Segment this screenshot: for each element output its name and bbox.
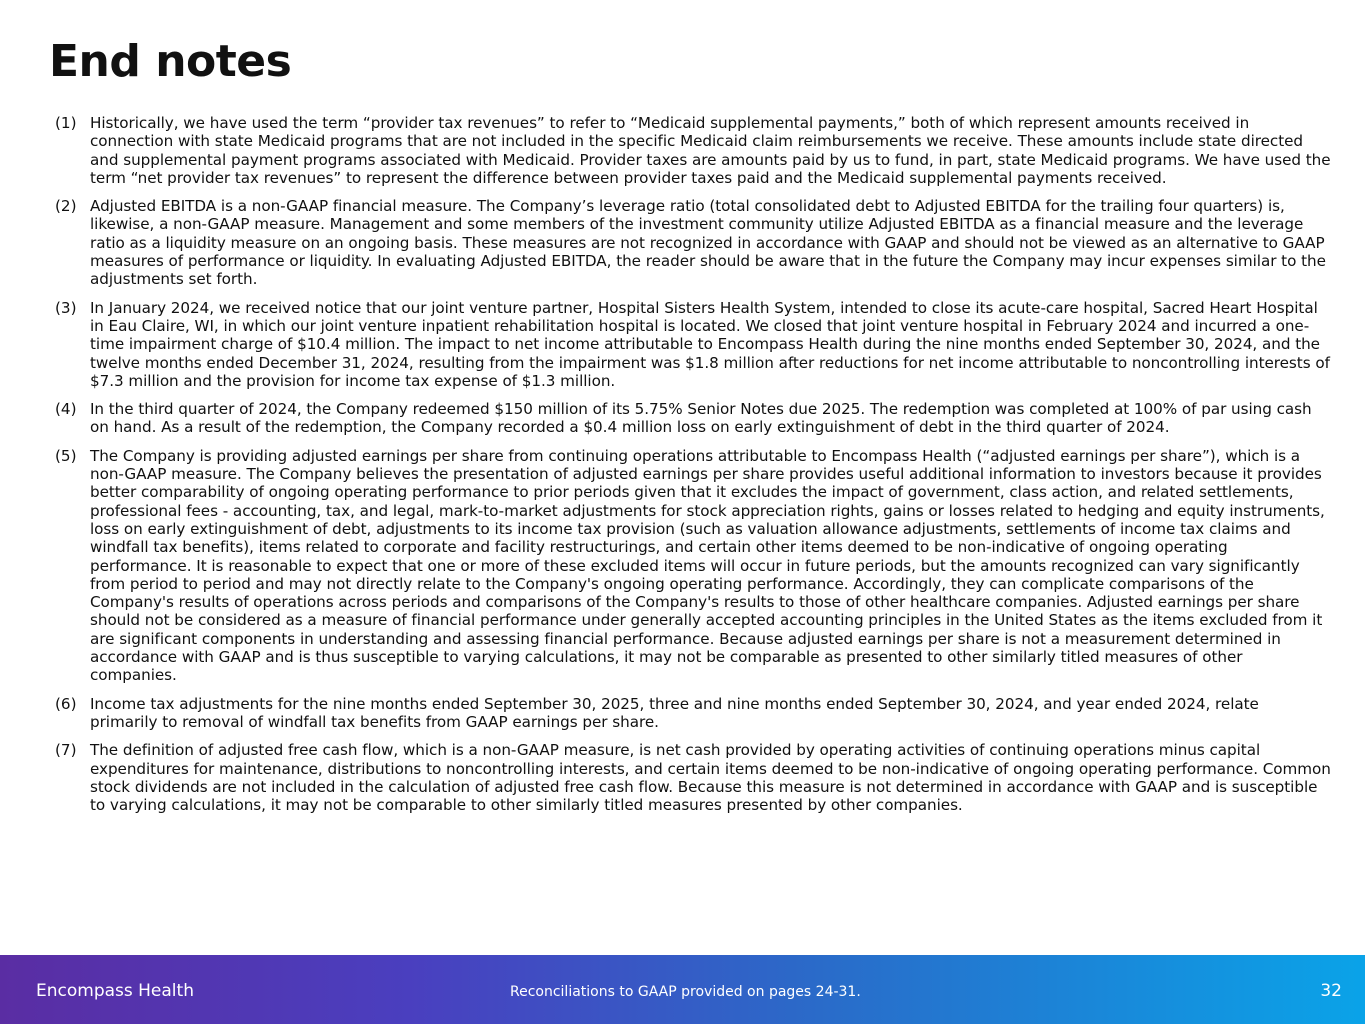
end-note-5 [55,447,1331,685]
end-note-2 [55,197,1331,288]
note-text: The Company is providing adjusted earnings per share from continuing operations attributable to Encompass Health (“adjusted earnings per share”), which is a non-GAAP measure. The Company believes the presentation of adjusted earnings per share provides useful additional information to investors because it provides better comparability of ongoing operating performance to prior periods given that it excludes the impact of government, class action, and related settlements, professional fees - accounting, tax, and legal, mark-to-market adjustments for stock appreciation rights, gains or losses related to hedging and equity instruments, loss on early extinguishment of debt, adjustments to its income tax provision (such as valuation allowance adjustments, settlements of income tax claims and windfall tax benefits), items related to corporate and facility restructurings, and certain other items deemed to be non-indicative of ongoing operating performance. It is reasonable to expect that one or more of these excluded items will occur in future periods, but the amounts recognized can vary significantly from period to period and may not directly relate to the Company's ongoing operating performance. Accordingly, they can complicate comparisons of the Company's results of operations across periods and comparisons of the Company's results to those of other healthcare companies. Adjusted earnings per share should not be considered as a measure of financial performance under generally accepted accounting principles in the United States as the items excluded from it are significant components in understanding and assessing financial performance. Because adjusted earnings per share is not a measurement determined in accordance with GAAP and is thus susceptible to varying calculations, it may not be comparable as presented to other similarly titled measures of other companies. [90,446,1325,685]
note-text: In the third quarter of 2024, the Company redeemed $150 million of its 5.75% Senior Notes due 2025. The redemption was completed at 100% of par using cash on hand. As a result of the redemption, the Company recorded a $0.4 million loss on early extinguishment of debt in the third quarter of 2024. [90,400,1312,437]
footer-bar [0,955,1365,1024]
note-text: In January 2024, we received notice that our joint venture partner, Hospital Sisters Health System, intended to close its acute-care hospital, Sacred Heart Hospital in Eau Claire, WI, in which our joint venture inpatient rehabilitation hospital is located. We closed that joint venture hospital in February 2024 and incurred a one-time impairment charge of $10.4 million. The impact to net income attributable to Encompass Health during the nine months ended September 30, 2024, and the twelve months ended December 31, 2024, resulting from the impairment was $1.8 million after reductions for net income attributable to noncontrolling interests of $7.3 million and the provision for income tax expense of $1.3 million. [90,298,1330,390]
end-note-6 [55,695,1331,732]
end-note-3 [55,299,1331,390]
page-title: End notes [49,36,292,87]
footer-reconciliation-note: Reconciliations to GAAP provided on pages 24-31. [510,984,861,1000]
note-number: (2) [55,197,77,216]
end-note-4 [55,400,1331,437]
page-number: 32 [1320,981,1342,1001]
note-text: Income tax adjustments for the nine months ended September 30, 2025, three and nine months ended September 30, 2024, and year ended 2024, relate primarily to removal of windfall tax benefits from GAAP earnings per share. [90,694,1259,731]
end-note-7 [55,741,1331,814]
end-note-1 [55,114,1331,187]
note-number: (1) [55,114,77,132]
note-number: (3) [55,298,77,317]
note-text: The definition of adjusted free cash flow, which is a non-GAAP measure, is net cash provided by operating activities of continuing operations minus capital expenditures for maintenance, distributions to noncontrolling interests, and certain items deemed to be non-indicative of ongoing operating performance. Common stock dividends are not included in the calculation of adjusted free cash flow. Because this measure is not determined in accordance with GAAP and is susceptible to varying calculations, it may not be comparable to other similarly titled measures presented by other companies. [90,741,1331,815]
note-number: (5) [55,446,77,465]
note-number: (4) [55,400,77,419]
footer-brand: Encompass Health [36,981,194,1001]
end-notes-list [55,114,1331,824]
note-number: (6) [55,694,77,713]
note-number: (7) [55,741,77,760]
note-text: Historically, we have used the term “provider tax revenues” to refer to “Medicaid supplemental payments,” both of which represent amounts received in connection with state Medicaid programs that are not included in the specific Medicaid claim reimbursements we receive. These amounts include state directed and supplemental payment programs associated with Medicaid. Provider taxes are amounts paid by us to fund, in part, state Medicaid programs. We have used the term “net provider tax revenues” to represent the difference between provider taxes paid and the Medicaid supplemental payments received. [90,114,1331,187]
note-text: Adjusted EBITDA is a non-GAAP financial measure. The Company’s leverage ratio (total consolidated debt to Adjusted EBITDA for the trailing four quarters) is, likewise, a non-GAAP measure. Management and some members of the investment community utilize Adjusted EBITDA as a financial measure and the leverage ratio as a liquidity measure on an ongoing basis. These measures are not recognized in accordance with GAAP and should not be viewed as an alternative to GAAP measures of performance or liquidity. In evaluating Adjusted EBITDA, the reader should be aware that in the future the Company may incur expenses similar to the adjustments set forth. [90,197,1326,289]
